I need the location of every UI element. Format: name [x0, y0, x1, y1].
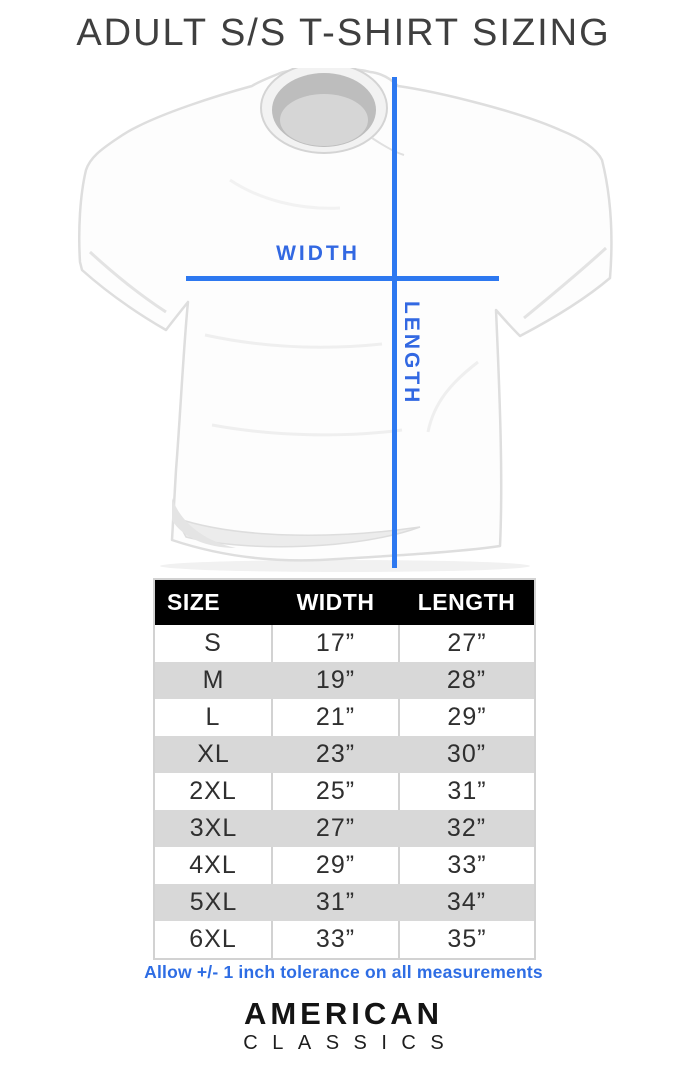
cell-size: 2XL [154, 773, 272, 810]
size-table-header [154, 579, 535, 625]
width-label: WIDTH [276, 242, 360, 265]
cell-length: 28” [446, 666, 487, 694]
cell-length: 32” [446, 814, 487, 842]
tolerance-note: Allow +/- 1 inch tolerance on all measurements [144, 962, 543, 982]
cell-length: 33” [399, 847, 535, 884]
cell-length: 34” [446, 888, 487, 916]
cell-size: 4XL [154, 847, 272, 884]
brand-name-american: AMERICAN [243, 996, 444, 1031]
cell-size: 3XL [189, 814, 238, 842]
cell-size: S [154, 625, 272, 662]
table-row [154, 810, 535, 847]
table-row [154, 847, 535, 884]
table-row [154, 773, 535, 810]
cell-width: 29” [272, 847, 399, 884]
cell-size: XL [197, 740, 230, 768]
table-row [154, 625, 535, 662]
table-row [154, 921, 535, 959]
length-measure-line [392, 77, 397, 568]
cell-length: 30” [446, 740, 487, 768]
cell-width: 17” [272, 625, 399, 662]
cell-width: 31” [315, 888, 356, 916]
length-label: LENGTH [400, 301, 423, 406]
tshirt-diagram [70, 68, 615, 573]
cell-size: 5XL [189, 888, 238, 916]
cell-width: 19” [315, 666, 356, 694]
cell-length: 31” [399, 773, 535, 810]
cell-width: 33” [272, 921, 399, 959]
table-row [154, 736, 535, 773]
cell-length: 35” [399, 921, 535, 959]
cell-width: 25” [272, 773, 399, 810]
brand-logo [0, 997, 687, 1055]
table-row [154, 884, 535, 921]
collar-inner-back [280, 94, 368, 146]
cell-width: 21” [272, 699, 399, 736]
cell-length: 27” [399, 625, 535, 662]
cell-size: M [202, 666, 225, 694]
cell-length: 29” [399, 699, 535, 736]
table-row [154, 699, 535, 736]
size-table [153, 578, 536, 960]
cell-size: L [154, 699, 272, 736]
header-length: LENGTH [399, 579, 535, 625]
header-size: SIZE [154, 579, 272, 625]
width-measure-line [186, 276, 499, 281]
shirt-shadow [160, 560, 530, 572]
header-width: WIDTH [272, 579, 399, 625]
cell-size: 6XL [154, 921, 272, 959]
brand-name-classics: CLASSICS [243, 1032, 459, 1055]
table-row [154, 662, 535, 699]
cell-width: 23” [315, 740, 356, 768]
page-title: ADULT S/S T-SHIRT SIZING [76, 12, 611, 54]
cell-width: 27” [315, 814, 356, 842]
